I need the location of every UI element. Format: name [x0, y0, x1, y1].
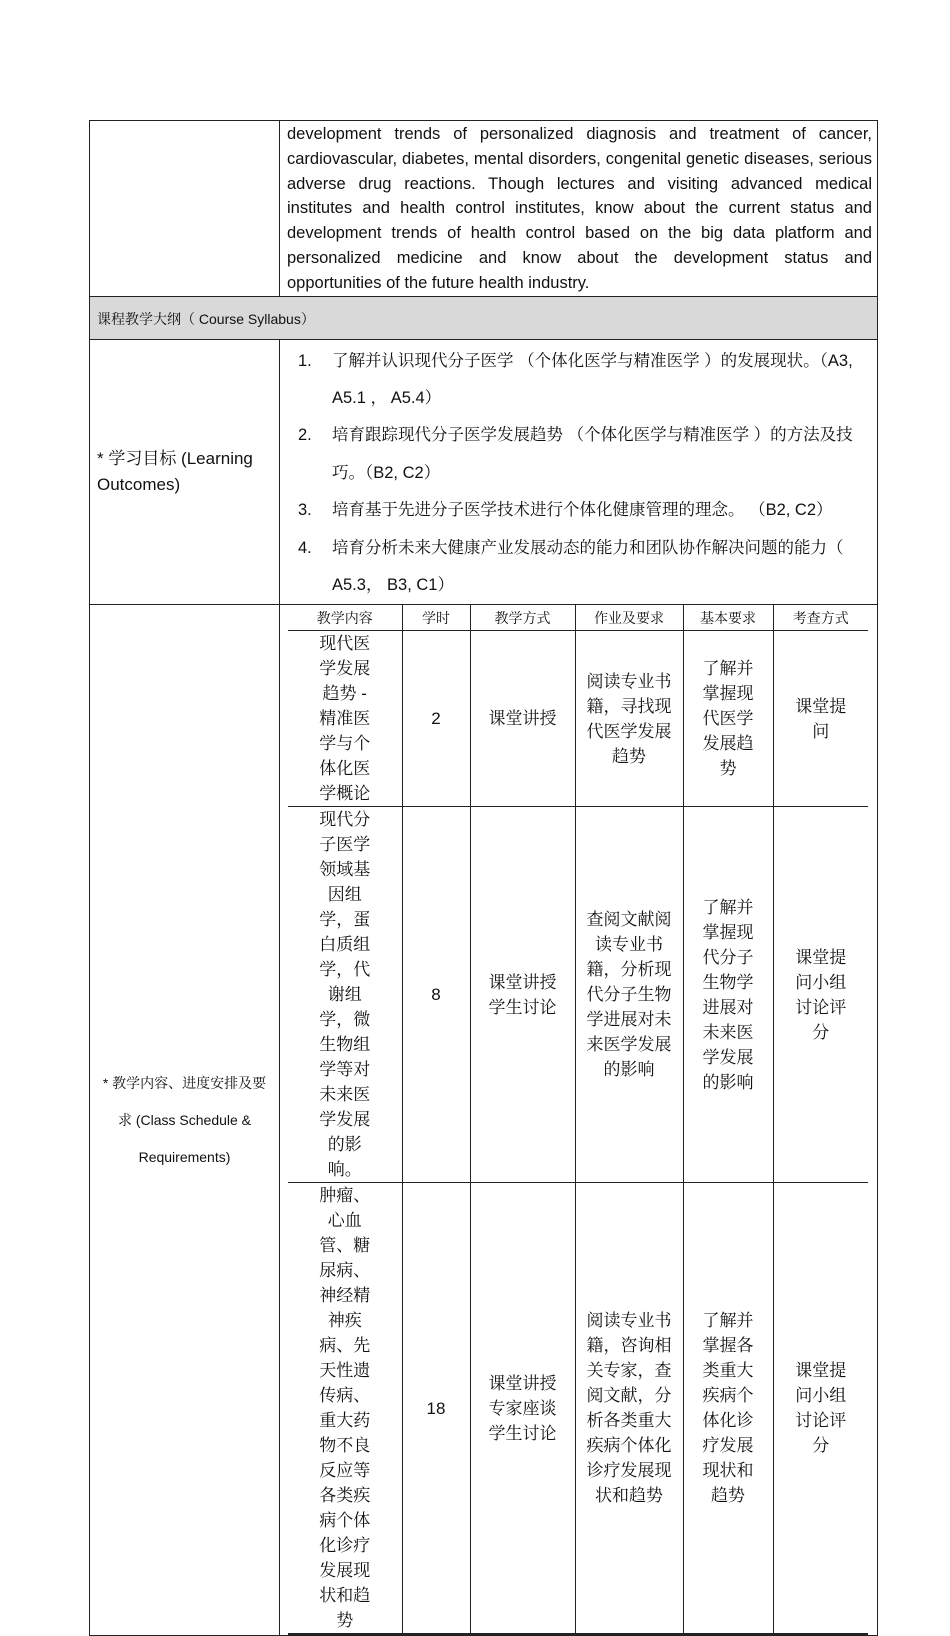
outcome-text: 培育分析未来大健康产业发展动态的能力和团队协作解决问题的能力（ A5.3， B3, C1）: [332, 538, 844, 595]
method-text: 课堂讲授专家座谈学生讨论: [488, 1373, 557, 1443]
description-row: [90, 121, 878, 297]
method-text: 课堂讲授学生讨论: [488, 972, 557, 1017]
table-row: [288, 1183, 868, 1635]
requirement-cell: [683, 631, 773, 807]
assessment-cell: [773, 1183, 868, 1635]
outcome-number: 3.: [298, 501, 312, 520]
header-method: 教学方式: [470, 605, 575, 631]
learning-outcome-item: [280, 343, 877, 418]
header-requirement: 基本要求: [683, 605, 773, 631]
requirement-cell: [683, 1183, 773, 1635]
schedule-cell: [280, 605, 878, 1636]
hours-cell: 18: [402, 1183, 470, 1635]
syllabus-header: [90, 296, 878, 339]
homework-text: 查阅文献阅读专业书籍，分析现代分子生物学进展对未来医学发展的影响: [586, 910, 672, 1080]
requirement-text: 了解并掌握现代医学发展趋势: [702, 659, 754, 779]
requirement-text: 了解并掌握现代分子生物学进展对未来医学发展的影响: [702, 897, 754, 1092]
schedule-header-row: [288, 605, 868, 631]
method-cell: [470, 807, 575, 1183]
outcome-text: 培育基于先进分子医学技术进行个体化健康管理的理念。 （B2, C2）: [332, 501, 833, 520]
assessment-text: 课堂提问小组讨论评分: [795, 947, 847, 1042]
outcome-number: 2.: [298, 426, 312, 445]
learning-outcomes-cell: [280, 339, 878, 605]
header-assessment: 考查方式: [773, 605, 868, 631]
assessment-text: 课堂提问: [795, 696, 847, 741]
outcome-text: 培育跟踪现代分子医学发展趋势 （个体化医学与精准医学 ）的方法及技巧。（B2, C2）: [332, 426, 853, 482]
table-row: [288, 807, 868, 1183]
learning-outcomes-label: * 学习目标 (Learning Outcomes): [90, 339, 280, 605]
content-cell: [288, 631, 402, 807]
homework-text: 阅读专业书籍，寻找现代医学发展趋势: [586, 671, 672, 766]
content-text: 肿瘤、心血管、糖尿病、神经精神疾病、先天性遗传病、重大药物不良反应等各类疾病个体化诊疗发展现状和趋势: [319, 1186, 371, 1631]
outcome-text: 了解并认识现代分子医学 （个体化医学与精准医学 ）的发展现状。（A3, A5.1 ， A5.4）: [332, 351, 853, 407]
assessment-cell: [773, 807, 868, 1183]
content-cell: [288, 807, 402, 1183]
homework-cell: [575, 631, 683, 807]
syllabus-row: [90, 296, 878, 339]
syllabus-label: 课程教学大纲（ Course Syllabus）: [97, 310, 315, 327]
content-cell: [288, 1183, 402, 1635]
header-content: 教学内容: [288, 605, 402, 631]
hours-cell: 2: [402, 631, 470, 807]
schedule-label: [90, 605, 280, 1636]
learning-outcome-item: [280, 417, 877, 492]
header-homework: 作业及要求: [575, 605, 683, 631]
content-text: 现代医学发展趋势 - 精准医学与个体化医学概论: [319, 634, 371, 804]
learning-outcome-item: [280, 492, 877, 529]
assessment-text: 课堂提问小组讨论评分: [795, 1361, 847, 1456]
homework-text: 阅读专业书籍，咨询相关专家，查阅文献，分析各类重大疾病个体化诊疗发展现状和趋势: [586, 1311, 672, 1506]
outcome-number: 1.: [298, 351, 312, 370]
method-text: 课堂讲授: [488, 709, 557, 729]
requirement-cell: [683, 807, 773, 1183]
assessment-cell: [773, 631, 868, 807]
method-cell: [470, 1183, 575, 1635]
homework-cell: [575, 807, 683, 1183]
homework-cell: [575, 1183, 683, 1635]
learning-outcomes-row: [90, 339, 878, 605]
header-hours: 学时: [402, 605, 470, 631]
course-table: [89, 120, 878, 1636]
schedule-table: [288, 605, 868, 1635]
method-cell: [470, 631, 575, 807]
outcome-number: 4.: [298, 538, 312, 557]
requirement-text: 了解并掌握各类重大疾病个体化诊疗发展现状和趋势: [702, 1311, 754, 1506]
content-text: 现代分子医学领域基因组学，蛋白质组学，代谢组学，微生物组学等对未来医学发展的影响。: [319, 810, 371, 1180]
learning-outcomes-list: [280, 340, 877, 605]
description-text: development trends of personalized diagnosis and treatment of cancer, cardiovascular, diabetes, mental disorders, congenital genetic diseases, serious adverse drug reactions. Though lectures and visiting advanced medical institutes and health control institutes, know about the current status and development trends of health control based on the big data platform and personalized medicine and know about the development status and opportunities of the future health industry.: [280, 121, 878, 297]
learning-outcome-item: [280, 530, 877, 605]
hours-cell: 8: [402, 807, 470, 1183]
schedule-label-text: * 教学内容、进度安排及要求 (Class Schedule & Requirements): [102, 1074, 267, 1165]
schedule-row: [90, 605, 878, 1636]
description-label-cell: [90, 121, 280, 297]
table-row: [288, 631, 868, 807]
